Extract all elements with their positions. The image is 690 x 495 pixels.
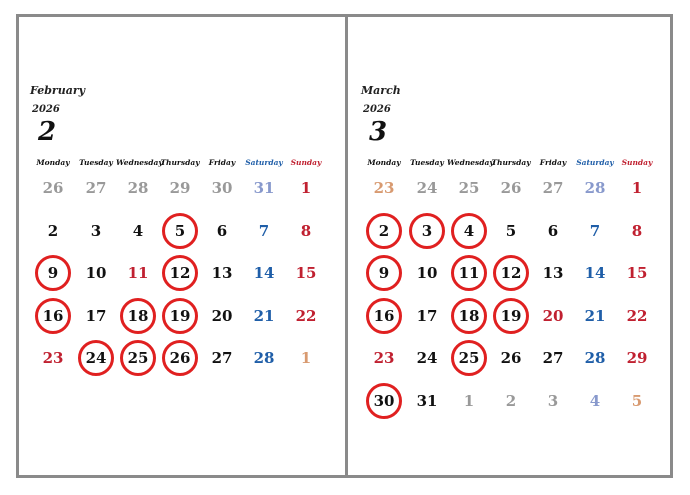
day-cell: 13 [542, 264, 564, 282]
day-cell: 22 [626, 306, 648, 325]
day-cell: 10 [416, 264, 438, 282]
day-cell: 24 [416, 179, 438, 197]
day-cell-circled: 5 [162, 213, 198, 249]
day-cell: 15 [295, 264, 317, 282]
day-cell-circled: 11 [451, 255, 487, 291]
day-cell: 5 [505, 221, 517, 240]
day-cell: 17 [85, 306, 107, 325]
day-cell-circled: 16 [35, 298, 71, 334]
day-cell-circled: 18 [451, 298, 487, 334]
day-cell: 28 [253, 349, 275, 367]
day-cell-circled: 25 [120, 340, 156, 376]
weekday-label-thursday: Thursday [160, 158, 200, 167]
day-cell: 26 [500, 179, 522, 197]
weekday-label-monday: Monday [36, 158, 70, 167]
day-cell: 14 [253, 264, 275, 282]
calendar-february [16, 0, 346, 495]
weekday-label-sunday: Sunday [621, 158, 653, 167]
day-cell: 31 [253, 179, 275, 197]
month-name: February [30, 84, 86, 97]
day-cell: 28 [584, 179, 606, 197]
day-cell: 1 [463, 391, 475, 410]
day-cell: 1 [300, 179, 312, 197]
day-cell: 17 [416, 306, 438, 325]
day-cell-circled: 30 [366, 383, 402, 419]
day-cell: 2 [47, 221, 59, 240]
day-cell-circled: 9 [35, 255, 71, 291]
year-label: 2026 [363, 104, 391, 115]
day-cell: 22 [295, 306, 317, 325]
day-cell: 21 [253, 306, 275, 325]
day-cell: 26 [500, 349, 522, 367]
day-cell: 1 [300, 349, 312, 367]
day-cell: 30 [211, 179, 233, 197]
day-cell: 4 [132, 221, 144, 240]
day-cell: 10 [85, 264, 107, 282]
day-cell-circled: 19 [493, 298, 529, 334]
weekday-label-friday: Friday [208, 158, 236, 167]
day-cell-circled: 18 [120, 298, 156, 334]
day-cell-circled: 9 [366, 255, 402, 291]
weekday-label-monday: Monday [367, 158, 401, 167]
day-cell: 21 [584, 306, 606, 325]
day-cell: 3 [90, 221, 102, 240]
day-cell-circled: 12 [162, 255, 198, 291]
day-cell: 4 [589, 391, 601, 410]
weekday-label-saturday: Saturday [576, 158, 614, 167]
day-cell-circled: 3 [409, 213, 445, 249]
day-cell: 26 [42, 179, 64, 197]
day-cell: 29 [169, 179, 191, 197]
calendar-march [347, 0, 677, 495]
day-cell: 24 [416, 349, 438, 367]
day-cell: 27 [542, 349, 564, 367]
day-cell: 8 [300, 221, 312, 240]
day-cell: 27 [542, 179, 564, 197]
weekday-label-saturday: Saturday [245, 158, 283, 167]
day-cell-circled: 24 [78, 340, 114, 376]
day-cell: 3 [547, 391, 559, 410]
day-cell-circled: 26 [162, 340, 198, 376]
weekday-label-tuesday: Tuesday [79, 158, 113, 167]
day-cell-circled: 2 [366, 213, 402, 249]
day-cell: 2 [505, 391, 517, 410]
day-cell-circled: 16 [366, 298, 402, 334]
weekday-label-wednesday: Wednesday [447, 158, 494, 167]
year-label: 2026 [32, 104, 60, 115]
day-cell: 6 [216, 221, 228, 240]
day-cell: 27 [85, 179, 107, 197]
month-name: March [361, 84, 401, 97]
weekday-label-friday: Friday [539, 158, 567, 167]
day-cell: 28 [127, 179, 149, 197]
day-cell: 15 [626, 264, 648, 282]
month-number: 3 [369, 117, 388, 147]
day-cell: 27 [211, 349, 233, 367]
day-cell: 7 [589, 221, 601, 240]
day-cell: 11 [127, 264, 149, 282]
day-cell-circled: 4 [451, 213, 487, 249]
day-cell: 23 [373, 349, 395, 367]
day-cell-circled: 19 [162, 298, 198, 334]
day-cell: 31 [416, 391, 438, 410]
weekday-label-tuesday: Tuesday [410, 158, 444, 167]
weekday-label-wednesday: Wednesday [116, 158, 163, 167]
weekday-label-thursday: Thursday [491, 158, 531, 167]
day-cell: 14 [584, 264, 606, 282]
day-cell: 13 [211, 264, 233, 282]
day-cell: 1 [631, 179, 643, 197]
day-cell: 6 [547, 221, 559, 240]
day-cell: 7 [258, 221, 270, 240]
day-cell-circled: 12 [493, 255, 529, 291]
day-cell-circled: 25 [451, 340, 487, 376]
day-cell: 20 [211, 306, 233, 325]
day-cell: 20 [542, 306, 564, 325]
day-cell: 25 [458, 179, 480, 197]
weekday-label-sunday: Sunday [290, 158, 322, 167]
month-number: 2 [38, 117, 57, 147]
day-cell: 8 [631, 221, 643, 240]
day-cell: 28 [584, 349, 606, 367]
day-cell: 5 [631, 391, 643, 410]
day-cell: 29 [626, 349, 648, 367]
day-cell: 23 [42, 349, 64, 367]
day-cell: 23 [373, 179, 395, 197]
